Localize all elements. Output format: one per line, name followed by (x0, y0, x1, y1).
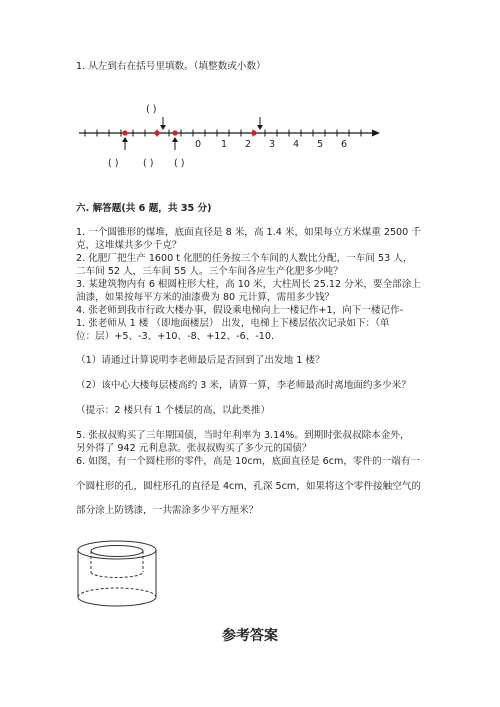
tick-label-0: 0 (195, 139, 202, 150)
tick-label-1: 1 (221, 139, 228, 150)
q4-sub-question-1: （1）请通过计算说明李老师最后是否回到了出发地 1 楼？ (76, 355, 325, 366)
top-bracket: ( ) (146, 104, 157, 115)
problem-line: 5. 张叔叔购买了三年期国债，当时年利率为 3.14%。到期时张叔叔除本金外， (76, 430, 410, 441)
hole-bottom (91, 572, 143, 577)
bottom-bracket-2: ( ) (143, 158, 154, 169)
problem-line: 位：层）+5、-3、+10、-8、+12、-6、-10. (76, 331, 274, 342)
tick-label-2: 2 (245, 139, 252, 150)
problem-line: 1. 一个圆锥形的煤堆，底面直径是 8 米，高 1.4 米，如果每立方米煤重 2500 千 (76, 227, 421, 238)
tick-label-5: 5 (317, 139, 324, 150)
tick-label-4: 4 (293, 139, 300, 150)
hole-ellipse (91, 546, 143, 557)
problem-line: 克，这堆煤共多少千克？ (76, 240, 182, 251)
problem-line: 2. 化肥厂把生产 1600 t 化肥的任务按三个车间的人数比分配，一车间 53 人， (76, 253, 413, 264)
problem-line: 3. 某建筑物内有 6 根圆柱形大柱，高 10 米，大柱周长 25.12 分米，要全部涂上 (76, 279, 421, 290)
problem-line: 个圆柱形的孔，圆柱形孔的直径是 4cm，孔深 5cm，如果将这个零件接触空气的 (76, 481, 421, 492)
q4-sub-question-2: （2）该中心大楼每层楼高约 3 米，请算一算，李老师最高时离地面约多少米？ (76, 380, 411, 391)
tick-label-6: 6 (341, 139, 348, 150)
problem-line: 部分涂上防锈漆，一共需涂多少平方厘米？ (76, 505, 259, 516)
problem-line: 4. 张老师到我市行政大楼办事，假设乘电梯向上一楼记作+1，向下一楼记作- (76, 305, 404, 316)
outer-bottom-back (78, 588, 156, 597)
problem-line: 油漆，如果按每平方米的油漆费为 80 元计算，需用多少钱？ (76, 292, 335, 303)
problem-line: 6. 如图，有一个圆柱形的零件，高是 10cm，底面直径是 6cm，零件的一端有一 (76, 456, 421, 467)
answers-title: 参考答案 (222, 628, 278, 644)
q4-hint: （提示：2 楼只有 1 个楼层的高，以此类推） (76, 405, 271, 416)
section-6-heading: 六. 解答题(共 6 题，共 35 分) (76, 203, 212, 214)
problem-line: 1. 张老师从 1 楼 （即地面楼层） 出发，电梯上下楼层依次记录如下：（单 (76, 318, 390, 329)
bottom-bracket-3: ( ) (174, 158, 185, 169)
tick-label-3: 3 (269, 139, 276, 150)
problem-line: 另外得了 942 元利息款。张叔叔购买了多少元的国债？ (76, 443, 312, 454)
problem-line: 二车间 52 人，三车间 55 人。三个车间各应生产化肥多少吨？ (76, 266, 343, 277)
outer-bottom-front (78, 597, 156, 606)
question-1-text: 1. 从左到右在括号里填数。（填整数或小数） (76, 61, 266, 72)
bottom-bracket-1: ( ) (108, 158, 119, 169)
